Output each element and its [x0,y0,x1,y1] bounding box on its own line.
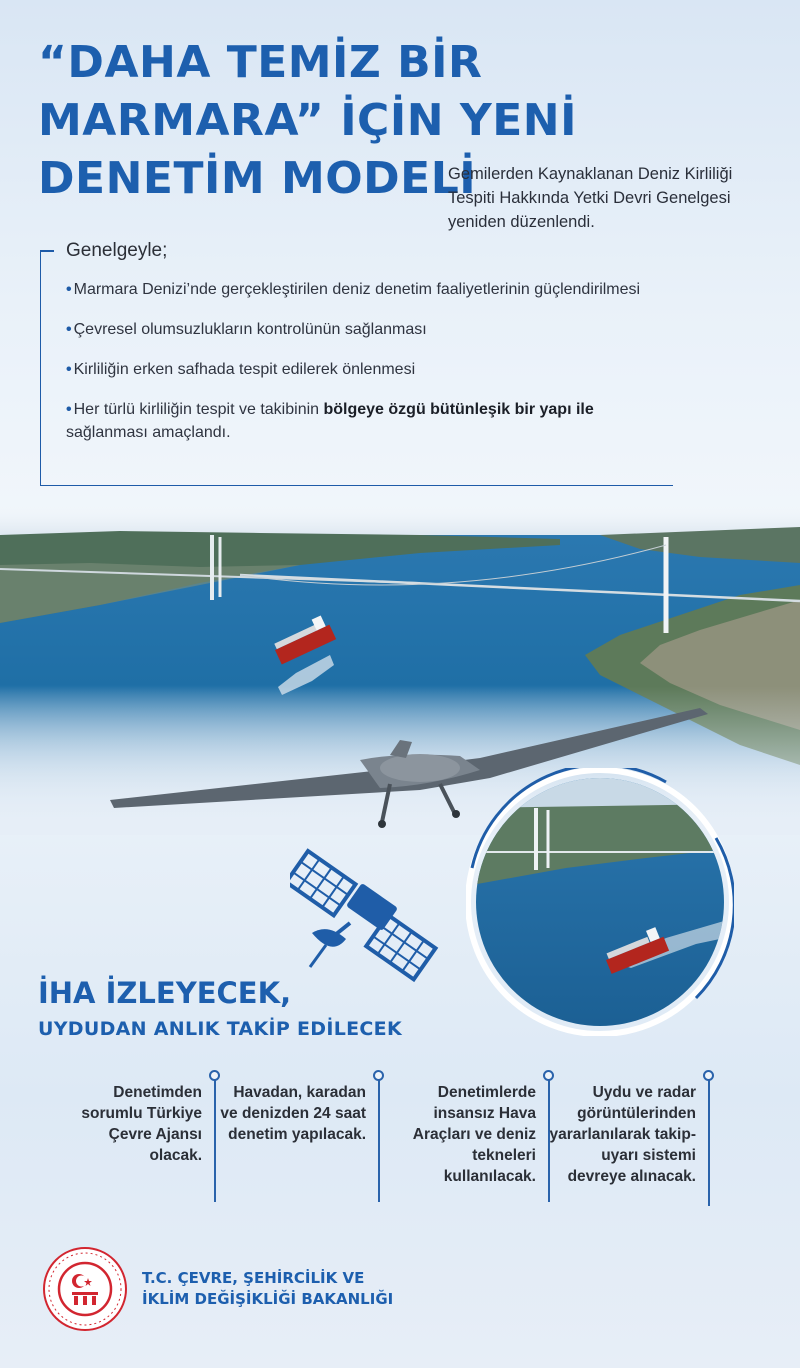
fact-item [374,1070,550,1208]
fact-item [204,1070,380,1208]
bullet-text: Çevresel olumsuzlukların kontrolünün sağlanması [73,321,427,338]
list-item: • Çevresel olumsuzlukların kontrolünün sağlanması [66,321,427,338]
inset-photo [466,768,734,1036]
fact-text: Uydu ve radar görüntülerinden yararlanılarak takip-uyarı sistemi devreye alınacak. [549,1084,696,1185]
ministry-name [142,1268,393,1310]
section-heading: İHA İZLEYECEK, [38,976,292,1010]
timeline-dot-icon [703,1070,714,1081]
fact-text: Denetimlerde insansız Hava Araçları ve deniz tekneleri kullanılacak. [412,1084,536,1185]
list-item: • Kirliliğin erken safhada tespit edilerek önlenmesi [66,361,416,378]
facts-row [40,1070,780,1210]
fact-item [40,1070,216,1208]
fact-text: Denetimden sorumlu Türkiye Çevre Ajansı olacak. [81,1084,202,1164]
list-item: • Marmara Denizi’nde gerçekleştirilen deniz denetim faaliyetlerinin güçlendirilmesi [66,281,641,298]
bullet-text: Kirliliğin erken safhada tespit edilerek önlenmesi [73,361,416,378]
title-line-2: MARMARA” İÇİN YENİ [38,95,577,146]
section-subheading: UYDUDAN ANLIK TAKİP EDİLECEK [38,1018,402,1040]
bullet-text: sağlanması amaçlandı. [66,424,231,441]
bullet-text: Marmara Denizi’nde gerçekleştirilen deniz denetim faaliyetlerinin güçlendirilmesi [73,281,641,298]
ministry-logo [42,1246,128,1332]
fact-text: Havadan, karadan ve denizden 24 saat denetim yapılacak. [220,1084,366,1143]
list-item: • Her türlü kirliliğin tespit ve takibinin bölgeye özgü bütünleşik bir yapı ile sağlanması amaçlandı. [66,401,594,441]
intro-label: Genelgeyle; [66,240,168,261]
bullet-bold-text: bölgeye özgü bütünleşik bir yapı ile [323,401,594,418]
divider [708,1078,710,1206]
ministry-line-1: T.C. ÇEVRE, ŞEHİRCİLİK VE [142,1269,365,1287]
goals-list [66,278,656,461]
title-line-3: DENETİM MODELİ [38,153,477,204]
bullet-text: Her türlü kirliliğin tespit ve takibinin [73,401,324,418]
satellite-icon [290,835,450,985]
title-line-1: “DAHA TEMİZ BİR [38,37,483,88]
ministry-line-2: İKLİM DEĞİŞİKLİĞİ BAKANLIĞI [142,1290,394,1308]
subtitle: Gemilerden Kaynaklanan Deniz Kirliliği Tespiti Hakkında Yetki Devri Genelgesi yeniden düzenlendi. [448,165,733,231]
fact-item [534,1070,710,1208]
